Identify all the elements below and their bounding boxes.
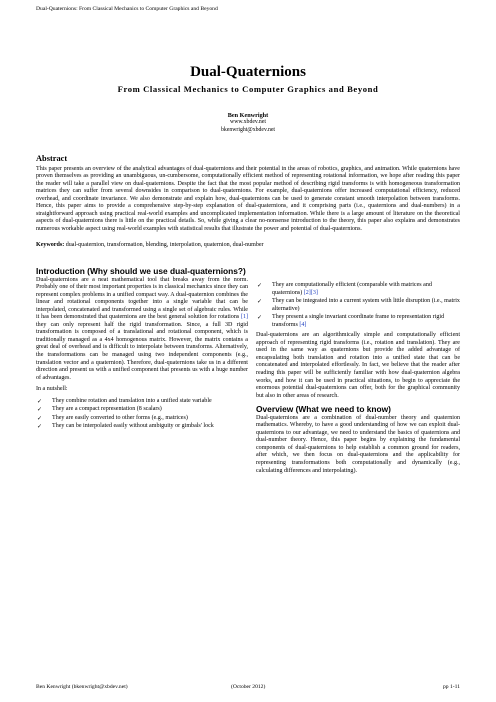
list-item: ✓ They can be integrated into a current system with little disruption (i.e., matrix alternative) (257, 298, 460, 312)
author-block (0, 112, 496, 134)
list-item: ✓ They are computationally efficient (comparable with matrices and quaternions) [2][3] (257, 282, 432, 296)
intro-text-1: Dual-quaternions are a neat mathematical tool that breaks away from the norm. Probably one of their most important properties is in classical mechanics since they can represent complex problems in a unified compact way. A dual-quaternion combines the linear and rotational components together into a single variable that can be interpolated, concatenated and transformed using a single set of algebraic rules. While it has been demonstrated that quaternions are the best general solution for rotations (36, 276, 248, 321)
intro-paragraph (36, 277, 248, 383)
intro-heading: Introduction (Why should we use dual-quaternions?) (36, 266, 246, 276)
paper-subtitle: From Classical Mechanics to Computer Graphics and Beyond (117, 84, 379, 94)
list-item: ✓ They present a single invariant coordinate frame to representation rigid transforms [4] (257, 314, 445, 328)
footer-pages: pp 1-11 (442, 684, 460, 690)
overview-heading: Overview (What we need to know) (256, 404, 391, 415)
left-column (36, 266, 248, 434)
keywords-label: Keywords: (36, 242, 65, 248)
list-item: ✓ They combine rotation and translation into a unified state variable (37, 397, 212, 405)
list-item: ✓ They can be interpolated easily without ambiguity or gimbals' lock (37, 423, 214, 431)
checkmark-icon: ✓ (257, 298, 263, 306)
intro-text-2: they can only represent half the rigid transformation. Since, a full 3D rigid transformation is composed of a translational and rotational component, which is traditionally managed as a 4x4 homogenous matrix. However, the matrix contains a great deal of overhead and is difficult to interpolate between transforms. Alternatively, the transformations can be managed using two independent components (e.g., translation vector and a quaternion). Therefore, dual-quaternions take us in a different direction and present us with a unified component that presents us with a huge number of advantages. (36, 321, 248, 381)
citation-link[interactable]: [4] (299, 321, 307, 328)
body-paragraph: Dual-quaternions are a combination of dual-number theory and quaternion mathematics. Whereby, to have a good understanding of how we can exploit dual-quaternions to our advantage, we need to understand the basics of quaternions and dual-number theory. Hence, this paper begins by explaining the fundamental components of dual-quaternions to help establish a common ground for readers, after which, we then focus on dual-quaternions and the applicability for representing transformations both computationally and dynamically (e.g., calculating differences and interpolating). (256, 414, 460, 474)
author-name: Ben Kenwright (227, 112, 269, 119)
checkmark-icon: ✓ (37, 414, 43, 422)
citation-link[interactable]: [1] (240, 314, 248, 321)
abstract-heading: Abstract (36, 154, 68, 163)
checkmark-icon: ✓ (37, 406, 43, 414)
abstract-text: This paper presents an overview of the analytical advantages of dual-quaternions and their potential in the areas of robotics, graphics, and animation. While quaternions have proven themselves as providing an unambiguous, un-cumbersome, computationally efficient method of representing rotational information, we hope after reading this paper the reader will take a parallel view on dual-quaternions. Despite the fact that the most popular method of describing rigid transforms is with homogeneous transformation matrices they can suffer from several downsides in comparison to dual-quaternions. For example, dual-quaternions offer increased computational efficiency, reduced overhead, and coordinate invariance. We also demonstrate and explain how, dual-quaternions can be used to generate constant smooth interpolation between transforms. Hence, this paper aims to provide a comprehensive step-by-step explanation of dual-quaternions, and it comprising parts (i.e., quaternions and dual-numbers) in a straightforward approach using practical real-world examples and uncomplicated implementation information. While there is a large amount of literature on the theoretical aspects of dual-quaternions there is little on the practical details. So, while giving a clear no-nonsense introduction to the theory, this paper also explains and demonstrates numerous workable aspect using real-world examples with statistical results that illustrate the power and potential of dual-quaternions. (36, 166, 460, 232)
keywords-text: dual-quaternion, transformation, blending, interpolation, quaternion, dual-number (65, 242, 264, 248)
right-column (256, 282, 460, 479)
paper-title: Dual-Quaternions (190, 64, 306, 80)
list-item: ✓ They are easily converted to other forms (e.g., matrices) (37, 414, 188, 422)
body-paragraph: Dual-quaternions are an algorithmically simple and computationally efficient approach of representing rigid transforms (i.e., rotation and translation). They are used in the same way as quaternions but provide the added advantage of encapsulating both translation and rotation into a unified state that can be concatenated and interpolated effortlessly. In fact, we believe that the reader after reading this paper will be sufficiently familiar with how dual-quaternion algebra works, and how it can be used in practical situations, to begin to appreciate the enormous potential dual-quaternions can offer, both for the graphical community but also in other areas of research. (256, 332, 460, 399)
running-header: Dual-Quaternions: From Classical Mechanics to Computer Graphics and Beyond (36, 6, 218, 12)
advantages-list (36, 398, 248, 431)
keywords (36, 242, 460, 248)
list-item: ✓ They are a compact representation (8 scalars) (37, 406, 162, 414)
nutshell-label: In a nutshell: (36, 386, 68, 393)
citation-link[interactable]: [2][3] (303, 289, 318, 296)
advantages-list-continued (256, 282, 460, 329)
author-email[interactable]: bkenwright@xbdev.net (220, 126, 276, 133)
checkmark-icon: ✓ (37, 397, 43, 405)
author-url[interactable]: www.xbdev.net (230, 119, 266, 126)
footer-date: (October 2012) (231, 684, 266, 690)
footer-author: Ben Kenwright (bkenwright@xbdev.net) (36, 684, 128, 690)
checkmark-icon: ✓ (37, 423, 43, 431)
checkmark-icon: ✓ (257, 314, 263, 322)
checkmark-icon: ✓ (257, 282, 263, 289)
